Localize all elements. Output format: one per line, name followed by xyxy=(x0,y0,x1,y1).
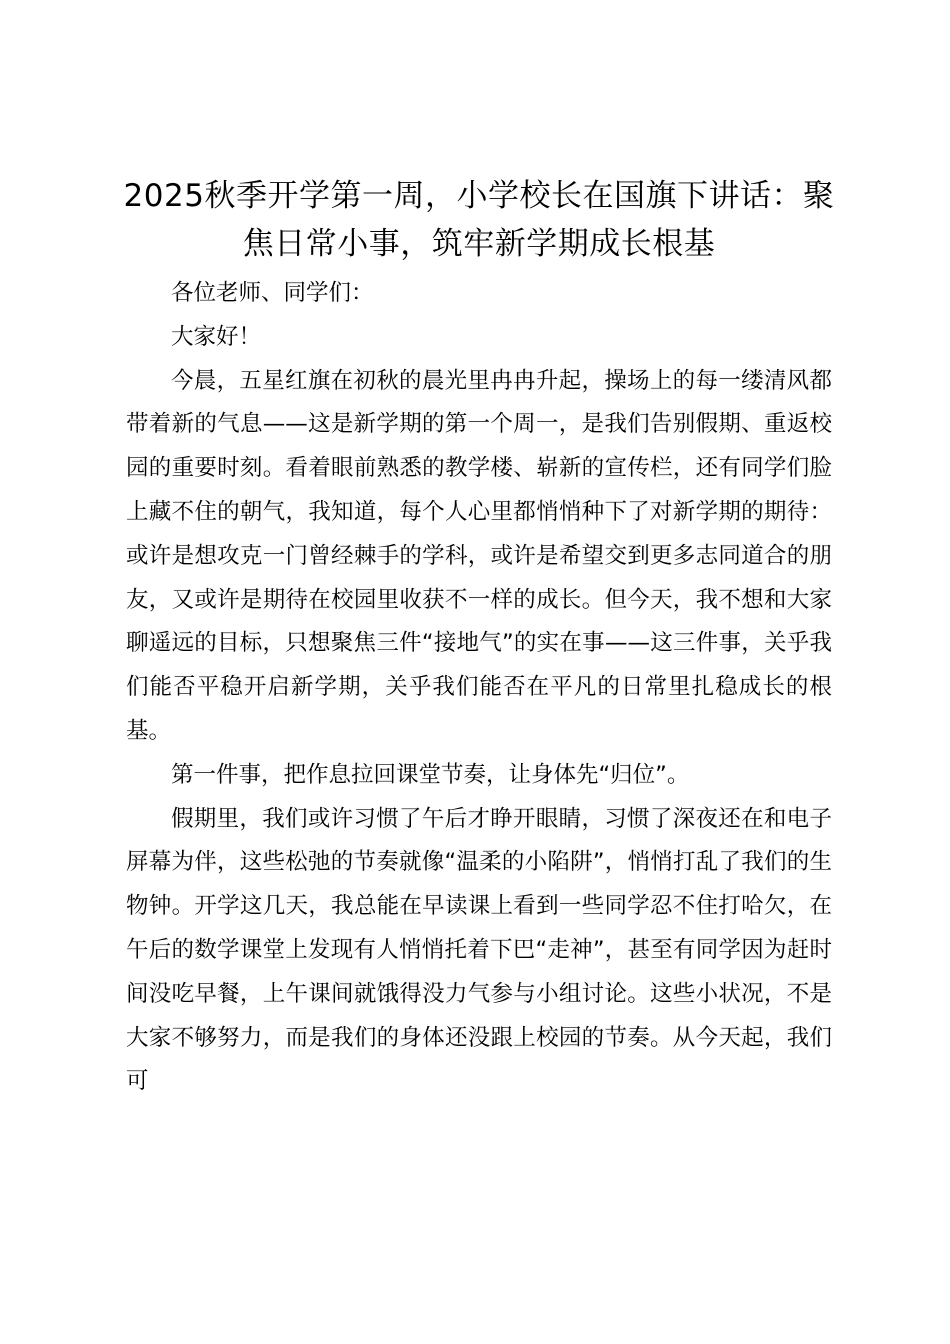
greeting: 大家好！ xyxy=(171,323,262,350)
document-content xyxy=(123,172,835,1104)
body-paragraph: 假期里，我们或许习惯了午后才睁开眼睛，习惯了深夜还在和电子屏幕为伴，这些松弛的节奏就像“温柔的小陷阱”，悄悄打乱了我们的生物钟。开学这几天，我总能在早读课上看到一些同学忍不住打哈欠，在午后的数学课堂上发现有人悄悄托着下巴“走神”，甚至有同学因为赶时间没吃早餐，上午课间就饿得没力气参与小组讨论。这些小状况，不是大家不够努力，而是我们的身体还没跟上校园的节奏。从今天起，我们可 xyxy=(126,805,832,1095)
salutation: 各位老师、同学们： xyxy=(171,280,374,306)
document-body xyxy=(126,272,832,1104)
body-paragraph: 今晨，五星红旗在初秋的晨光里冉冉升起，操场上的每一缕清风都带着新的气息——这是新学期的第一个周一，是我们告别假期、重返校园的重要时刻。看着眼前熟悉的教学楼、崭新的宣传栏，还有同学们脸上藏不住的朝气，我知道，每个人心里都悄悄种下了对新学期的期待：或许是想攻克一门曾经棘手的学科，或许是希望交到更多志同道合的朋友，又或许是期待在校园里收获不一样的成长。但今天，我不想和大家聊遥远的目标，只想聚焦三件“接地气”的实在事——这三件事，关乎我们能否平稳开启新学期，关乎我们能否在平凡的日常里扎稳成长的根基。 xyxy=(126,367,832,744)
document-title: 2025秋季开学第一周，小学校长在国旗下讲话：聚焦日常小事，筑牢新学期成长根基 xyxy=(123,178,835,262)
section-heading-first-thing: 第一件事，把作息拉回课堂节奏，让身体先“归位”。 xyxy=(171,761,690,788)
